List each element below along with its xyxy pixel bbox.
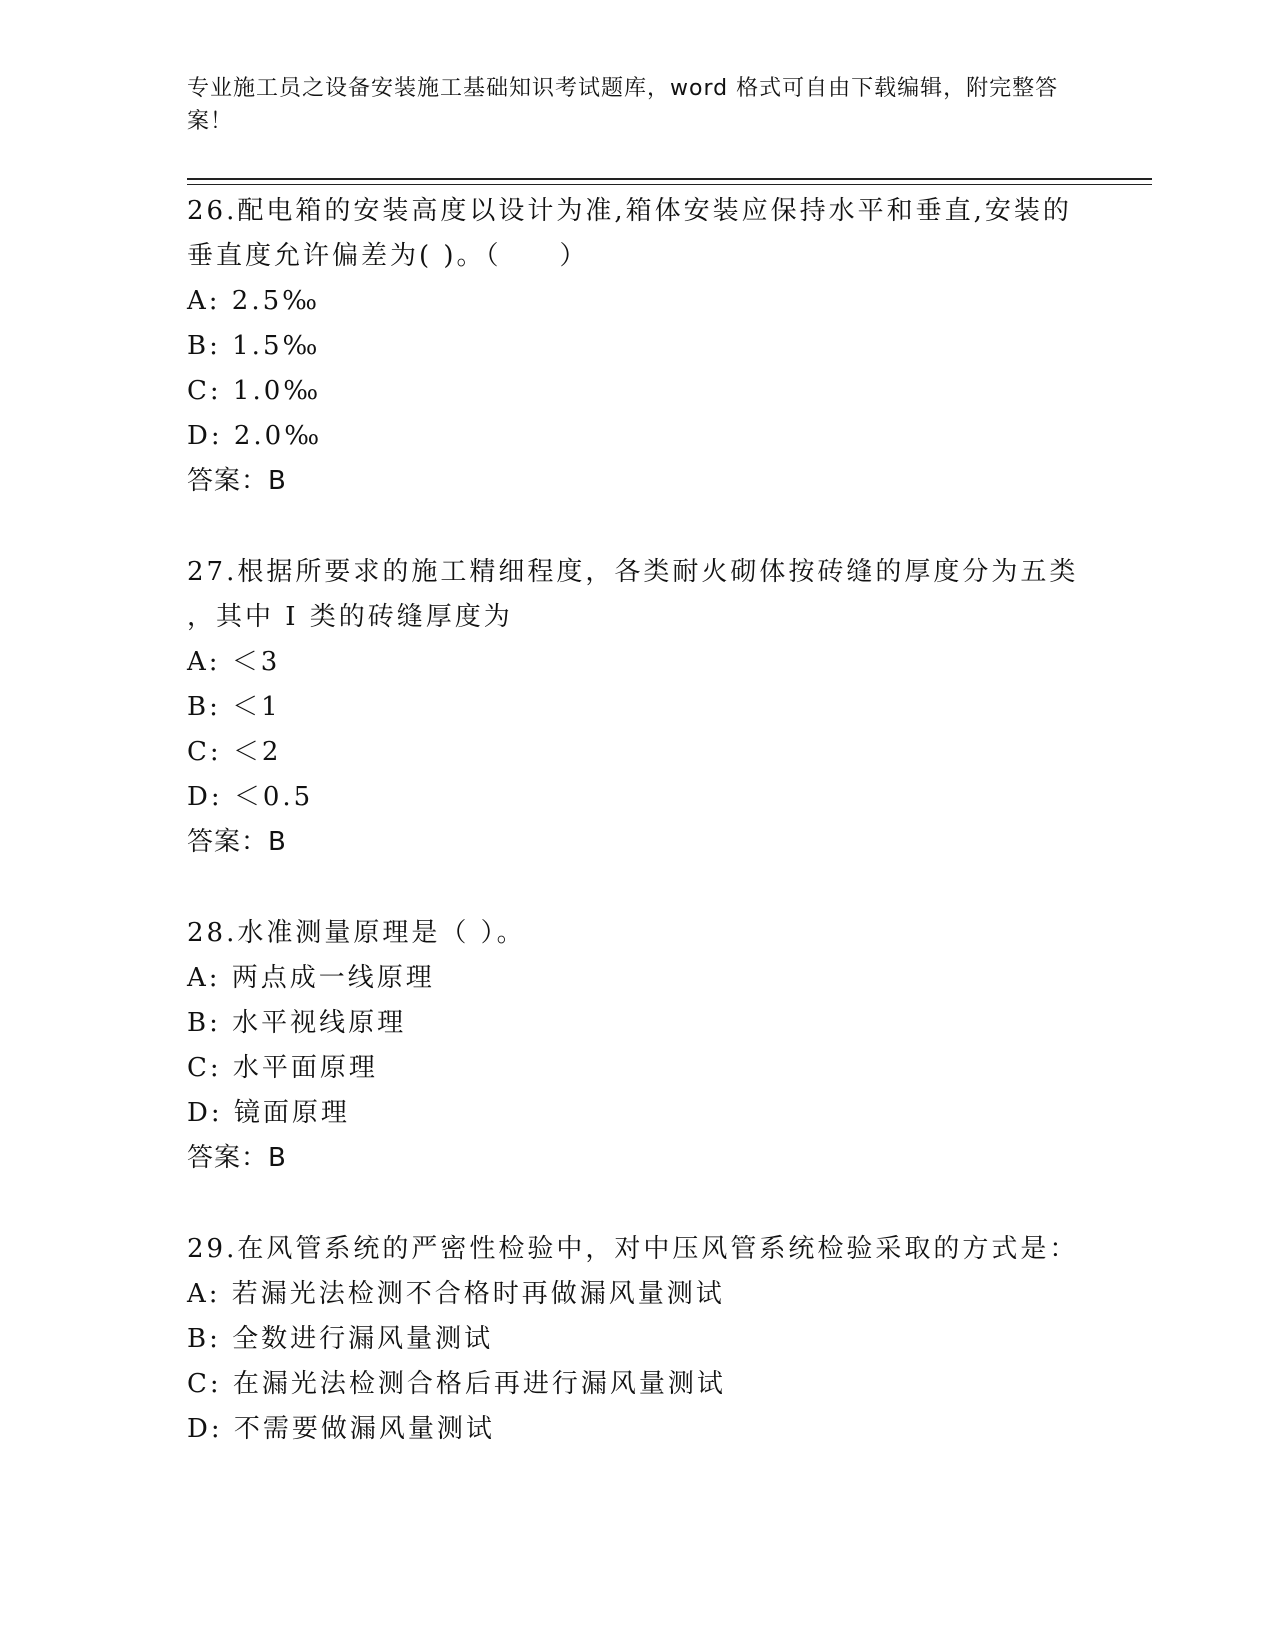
option-c: C: ＜2 <box>187 737 282 767</box>
question-stem-line: 29.在风管系统的严密性检验中，对中压风管系统检验采取的方式是： <box>187 1234 1079 1264</box>
option-b: B: 全数进行漏风量测试 <box>187 1324 494 1354</box>
question-29 <box>187 1227 1127 1452</box>
question-stem-line: 垂直度允许偏差为( )。（ ） <box>187 241 589 271</box>
option-a: A: 两点成一线原理 <box>187 963 435 993</box>
header-divider-thin <box>187 184 1152 185</box>
answer-line: 答案：B <box>187 827 287 857</box>
header-divider-thick <box>187 178 1152 180</box>
question-stem-line: 27.根据所要求的施工精细程度，各类耐火砌体按砖缝的厚度分为五类 <box>187 557 1079 587</box>
question-list <box>187 189 1127 1452</box>
option-c: C: 1.0‰ <box>187 376 322 406</box>
answer-line: 答案：B <box>187 1143 287 1173</box>
answer-line: 答案：B <box>187 466 287 496</box>
document-header: 专业施工员之设备安装施工基础知识考试题库，word 格式可自由下载编辑，附完整答案！ <box>187 76 1059 134</box>
question-28 <box>187 911 1127 1181</box>
question-stem-line: ，其中 I 类的砖缝厚度为 <box>187 602 513 632</box>
option-a: A: ＜3 <box>187 647 281 677</box>
option-a: A: 若漏光法检测不合格时再做漏风量测试 <box>187 1279 725 1309</box>
option-a: A: 2.5‰ <box>187 286 321 316</box>
question-stem-line: 26.配电箱的安装高度以设计为准,箱体安装应保持水平和垂直,安装的 <box>187 196 1072 226</box>
question-27 <box>187 550 1127 865</box>
option-c: C: 在漏光法检测合格后再进行漏风量测试 <box>187 1369 726 1399</box>
option-d: D: 不需要做漏风量测试 <box>187 1414 495 1444</box>
question-stem-line: 28.水准测量原理是（ ）。 <box>187 918 526 948</box>
option-b: B: ＜1 <box>187 692 281 722</box>
option-d: D: 2.0‰ <box>187 421 323 451</box>
question-26 <box>187 189 1127 504</box>
option-d: D: 镜面原理 <box>187 1098 350 1128</box>
option-c: C: 水平面原理 <box>187 1053 378 1083</box>
option-d: D: ＜0.5 <box>187 782 314 812</box>
option-b: B: 水平视线原理 <box>187 1008 407 1038</box>
option-b: B: 1.5‰ <box>187 331 321 361</box>
